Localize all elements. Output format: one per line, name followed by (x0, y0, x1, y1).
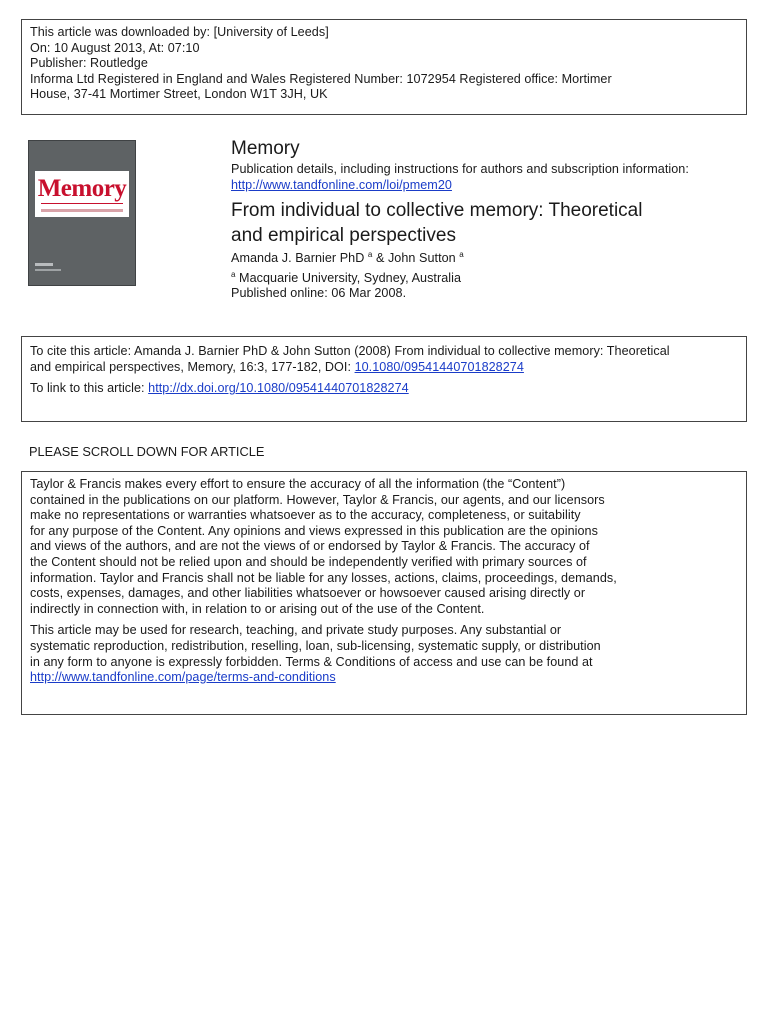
disclaimer-line: and views of the authors, and are not the views of or endorsed by Taylor & Francis. The accuracy of (30, 539, 590, 554)
download-date-line: On: 10 August 2013, At: 07:10 (30, 40, 200, 55)
affiliation-mark: a (459, 250, 464, 259)
doi-link[interactable]: 10.1080/09541440701828274 (354, 359, 524, 374)
registration-line: Informa Ltd Registered in England and Wales Registered Number: 1072954 Registered office: Mortimer (30, 71, 612, 86)
publisher-line: Publisher: Routledge (30, 56, 148, 71)
citation-line (30, 360, 738, 376)
download-line: This article was downloaded by: [University of Leeds] (30, 25, 329, 39)
published-date: Published online: 06 Mar 2008. (231, 286, 407, 301)
citation-line: To cite this article: Amanda J. Barnier PhD & John Sutton (2008) From individual to collective memory: Theoretical (30, 344, 670, 358)
cover-rule (41, 203, 123, 204)
affiliation (231, 271, 751, 287)
disclaimer-line: information. Taylor and Francis shall not be liable for any losses, actions, claims, proceedings, demands, (30, 570, 617, 585)
journal-link[interactable]: http://www.tandfonline.com/loi/pmem20 (231, 177, 452, 192)
disclaimer-box (21, 471, 747, 715)
cover-title: Memory (37, 175, 127, 202)
article-header (231, 138, 751, 302)
disclaimer-paragraph (30, 477, 738, 617)
citation-prefix: and empirical perspectives, Memory, 16:3, 177-182, DOI: (30, 359, 355, 374)
journal-cover-image (28, 140, 136, 286)
disclaimer-line: make no representations or warranties whatsoever as to the accuracy, completeness, or suitability (30, 508, 581, 523)
download-info-text (30, 25, 738, 103)
affiliation-text: Macquarie University, Sydney, Australia (235, 270, 462, 285)
article-title (231, 198, 751, 248)
usage-line: systematic reproduction, redistribution, reselling, loan, sub-licensing, systematic supply, or distribution (30, 638, 601, 653)
cover-footer-mark (35, 263, 53, 266)
disclaimer-line: contained in the publications on our platform. However, Taylor & Francis, our agents, and our licensors (30, 492, 605, 507)
usage-paragraph (30, 623, 738, 685)
usage-line: This article may be used for research, teaching, and private study purposes. Any substantial or (30, 623, 562, 638)
authors (231, 251, 751, 267)
download-info-box (21, 19, 747, 115)
article-link-row (30, 381, 738, 397)
disclaimer-line: for any purpose of the Content. Any opinions and views expressed in this publication are the opinions (30, 523, 598, 538)
disclaimer-line: indirectly in connection with, in relation to or arising out of the use of the Content. (30, 601, 485, 616)
disclaimer-line: Taylor & Francis makes every effort to ensure the accuracy of all the information (the “Content”) (30, 477, 566, 491)
cover-subtitle-strip (41, 209, 123, 212)
journal-name: Memory (231, 138, 300, 159)
cover-title-panel (35, 171, 129, 217)
disclaimer-line: costs, expenses, damages, and other liabilities whatsoever or howsoever caused arising directly or (30, 586, 586, 601)
scroll-note: PLEASE SCROLL DOWN FOR ARTICLE (29, 444, 265, 459)
usage-line: in any form to anyone is expressly forbidden. Terms & Conditions of access and use can be found at (30, 654, 593, 669)
author-separator: & John Sutton (372, 251, 460, 266)
cover-footer-mark (35, 269, 61, 271)
article-link-label: To link to this article: (30, 381, 149, 396)
publication-details: Publication details, including instructions for authors and subscription information: (231, 162, 689, 176)
affiliation-mark: a (367, 250, 373, 259)
author-barnier: Amanda J. Barnier PhD (231, 251, 368, 266)
address-line: House, 37-41 Mortimer Street, London W1T 3JH, UK (30, 87, 328, 102)
disclaimer-line: the Content should not be relied upon and should be independently verified with primary sources of (30, 554, 587, 569)
citation-box (21, 336, 747, 422)
article-title-line: and empirical perspectives (231, 225, 456, 247)
citation-text (30, 344, 738, 375)
article-link[interactable]: http://dx.doi.org/10.1080/09541440701828274 (148, 381, 409, 396)
affiliation-mark: a (231, 269, 236, 279)
article-title-line: From individual to collective memory: Theoretical (231, 200, 643, 222)
terms-link[interactable]: http://www.tandfonline.com/page/terms-and-conditions (30, 670, 336, 685)
